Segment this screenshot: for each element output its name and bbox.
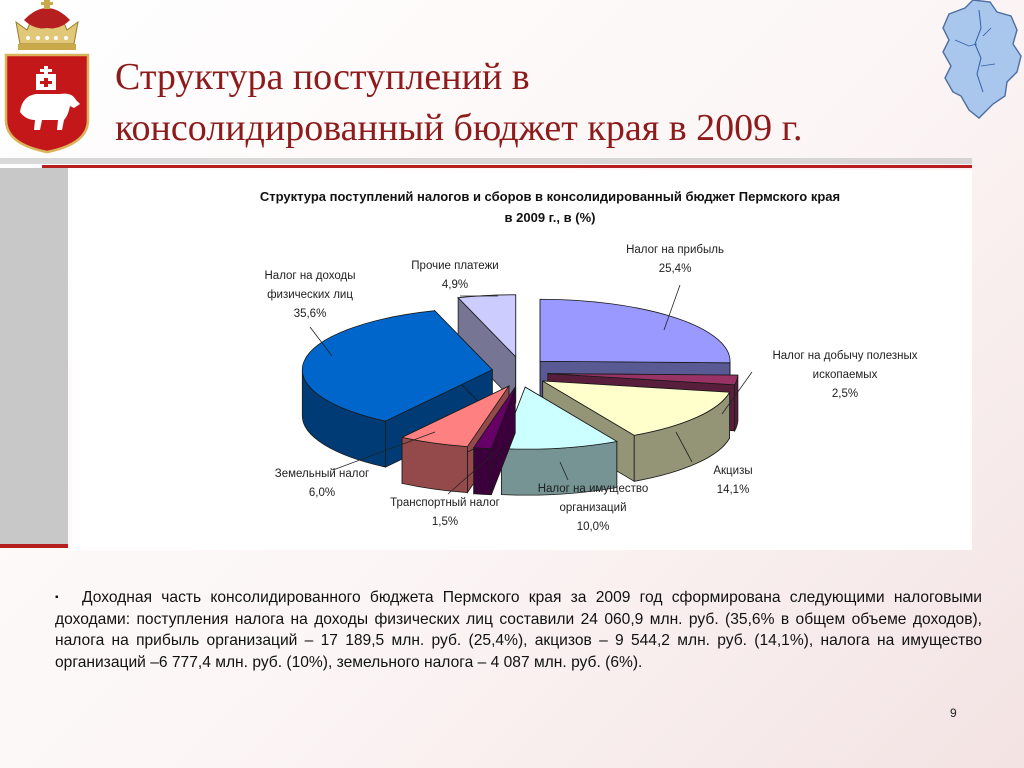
slice-label-excises: Акцизы 14,1% [713,465,753,496]
slice-label-profit-tax: Налог на прибыль 25,4% [626,244,724,275]
slice-label-property-tax: Налог на имущество организаций 10,0% [537,483,649,533]
slide-title-line-2: консолидированный бюджет края в 2009 г. [115,107,803,149]
bullet-icon: ▪ [55,592,59,603]
slice-label-transport-tax: Транспортный налог 1,5% [390,497,500,528]
slice-label-land-tax: Земельный налог 6,0% [274,468,370,499]
slice-label-other-payments: Прочие платежи 4,9% [411,260,499,291]
body-paragraph-text: Доходная часть консолидированного бюджета Пермского края за 2009 год сформирована следующими налоговыми доходами: поступления налога на доходы физических лиц составили 24 060,9 млн. руб. (35,6% в общем объеме доходов), налога на прибыль организаций – 17 189,5 млн. руб. (25,4%), акцизов – 9 544,2 млн. руб. (14,1%), налога на имущество организаций –6 777,4 млн. руб. (10%), земельного налога – 4 087 млн. руб. (6%). [55,589,982,671]
slice-label-mineral-tax: Налог на добычу полезных ископаемых 2,5% [772,350,918,400]
pie-slice-0-top [540,299,730,363]
body-paragraph [55,587,982,673]
slice-label-income-tax: Налог на доходы физических лиц 35,6% [264,270,356,320]
slide-title-line-1: Структура поступлений в [115,56,530,98]
pie-slice-4-side-0 [474,448,492,495]
chart-title-line-1: Структура поступлений налогов и сборов в консолидированный бюджет Пермского края [259,189,841,204]
chart-title-line-2: в 2009 г., в (%) [504,210,596,225]
page-number: 9 [950,706,957,720]
